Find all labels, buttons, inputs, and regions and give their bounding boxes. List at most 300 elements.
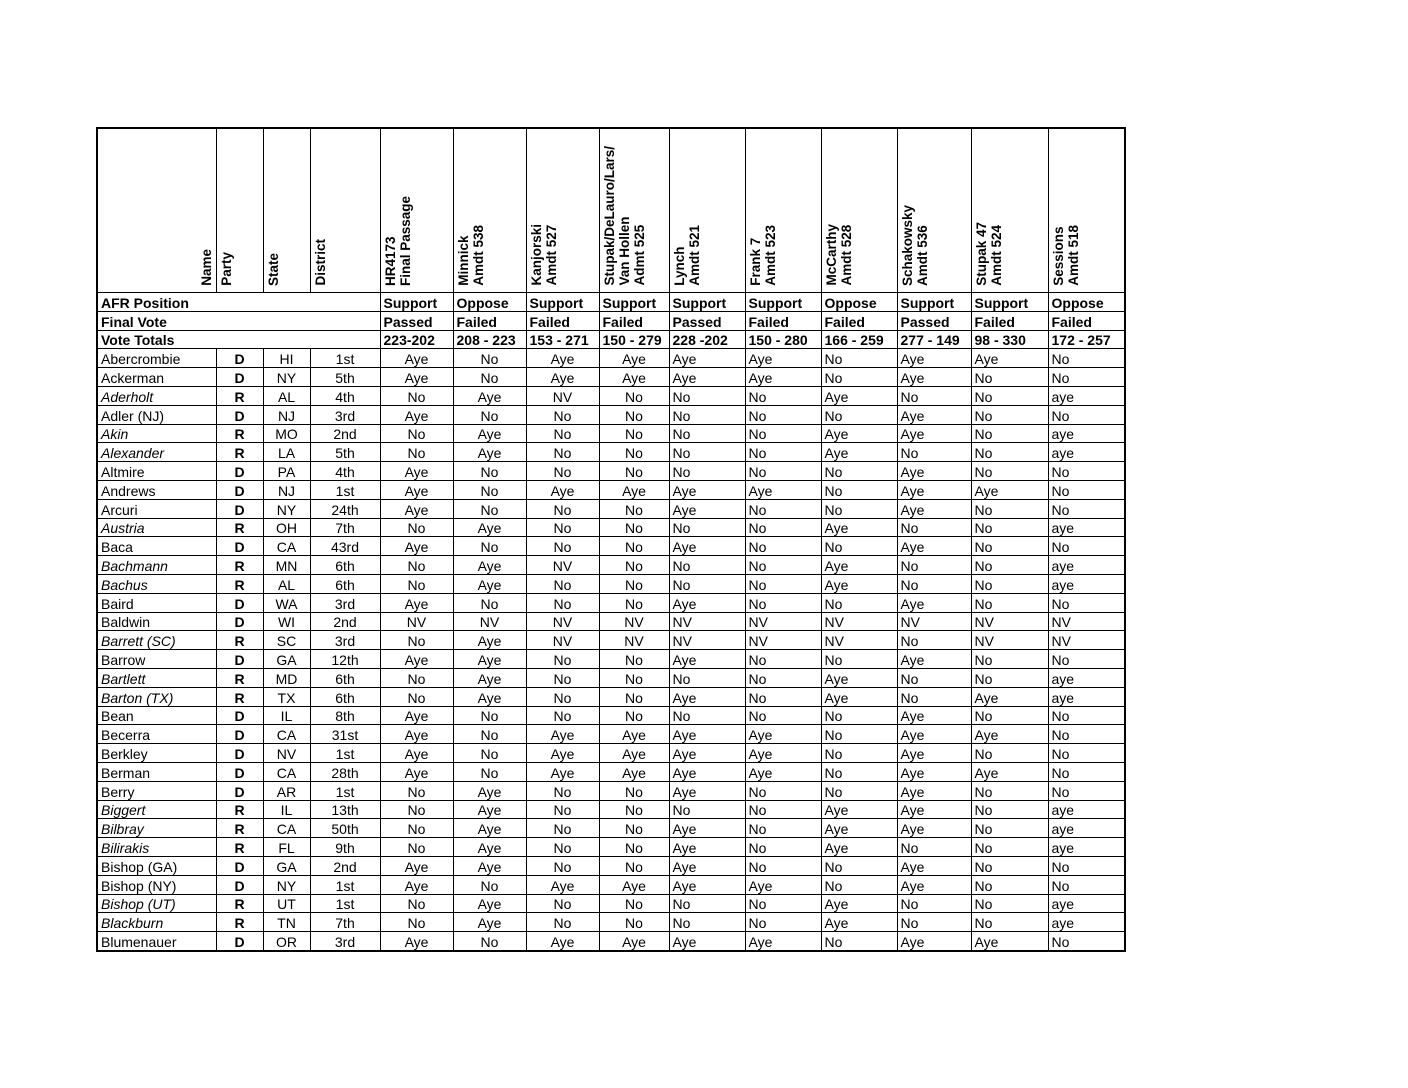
column-header-vote: McCarthy Amdt 528 xyxy=(821,128,897,293)
summary-cell: Oppose xyxy=(1048,293,1125,312)
vote-cell: No xyxy=(971,856,1048,875)
vote-cell: No xyxy=(971,462,1048,481)
vote-cell: Aye xyxy=(821,838,897,857)
vote-cell: Aye xyxy=(669,349,745,368)
vote-cell: NV xyxy=(526,556,599,575)
vote-cell: No xyxy=(821,593,897,612)
state-cell: AR xyxy=(263,781,310,800)
vote-cell: Aye xyxy=(897,744,971,763)
vote-cell: Aye xyxy=(526,932,599,951)
vote-cell: Aye xyxy=(526,762,599,781)
column-header-vote: Schakowsky Amdt 536 xyxy=(897,128,971,293)
vote-cell: No xyxy=(745,462,821,481)
district-cell: 43rd xyxy=(310,537,380,556)
vote-cell: aye xyxy=(1048,800,1125,819)
vote-cell: No xyxy=(821,932,897,951)
party-cell: D xyxy=(216,781,263,800)
vote-cell: No xyxy=(526,800,599,819)
vote-cell: No xyxy=(526,819,599,838)
district-cell: 8th xyxy=(310,706,380,725)
vote-cell: No xyxy=(971,368,1048,387)
vote-cell: Aye xyxy=(380,706,453,725)
vote-cell: No xyxy=(453,932,526,951)
table-row xyxy=(97,556,1125,575)
summary-cell: Failed xyxy=(745,311,821,330)
district-cell: 7th xyxy=(310,518,380,537)
table-row xyxy=(97,762,1125,781)
vote-cell: No xyxy=(599,537,669,556)
vote-cell: Aye xyxy=(380,650,453,669)
member-name: Baca xyxy=(97,537,216,556)
vote-cell: No xyxy=(1048,537,1125,556)
district-cell: 1st xyxy=(310,480,380,499)
party-cell: D xyxy=(216,349,263,368)
district-cell: 6th xyxy=(310,668,380,687)
vote-cell: Aye xyxy=(745,932,821,951)
vote-cell: No xyxy=(745,913,821,932)
vote-cell: Aye xyxy=(380,480,453,499)
vote-cell: Aye xyxy=(380,875,453,894)
vote-cell: No xyxy=(821,762,897,781)
vote-cell: No xyxy=(1048,875,1125,894)
vote-cell: Aye xyxy=(380,349,453,368)
member-name: Becerra xyxy=(97,725,216,744)
table-row xyxy=(97,875,1125,894)
state-cell: CA xyxy=(263,537,310,556)
vote-cell: No xyxy=(380,631,453,650)
party-cell: D xyxy=(216,462,263,481)
district-cell: 12th xyxy=(310,650,380,669)
table-row xyxy=(97,800,1125,819)
vote-cell: No xyxy=(526,687,599,706)
vote-cell: No xyxy=(971,875,1048,894)
district-cell: 13th xyxy=(310,800,380,819)
vote-cell: Aye xyxy=(669,762,745,781)
vote-cell: No xyxy=(453,706,526,725)
party-cell: D xyxy=(216,537,263,556)
vote-cell: Aye xyxy=(380,368,453,387)
vote-cell: aye xyxy=(1048,894,1125,913)
vote-cell: No xyxy=(745,838,821,857)
vote-cell: No xyxy=(599,856,669,875)
summary-cell: Failed xyxy=(453,311,526,330)
summary-cell: Support xyxy=(669,293,745,312)
vote-cell: Aye xyxy=(821,687,897,706)
party-cell: D xyxy=(216,480,263,499)
state-cell: AL xyxy=(263,574,310,593)
vote-cell: No xyxy=(380,838,453,857)
table-row xyxy=(97,838,1125,857)
vote-cell: No xyxy=(1048,725,1125,744)
vote-cell: No xyxy=(453,462,526,481)
state-cell: GA xyxy=(263,856,310,875)
vote-cell: NV xyxy=(526,631,599,650)
member-name: Barrett (SC) xyxy=(97,631,216,650)
summary-cell: 277 - 149 xyxy=(897,330,971,349)
party-cell: R xyxy=(216,386,263,405)
vote-cell: Aye xyxy=(971,687,1048,706)
party-cell: D xyxy=(216,762,263,781)
member-name: Barton (TX) xyxy=(97,687,216,706)
vote-cell: Aye xyxy=(897,405,971,424)
vote-cell: No xyxy=(380,781,453,800)
state-cell: WI xyxy=(263,612,310,631)
party-cell: R xyxy=(216,913,263,932)
member-name: Akin xyxy=(97,424,216,443)
vote-cell: Aye xyxy=(745,480,821,499)
member-name: Arcuri xyxy=(97,499,216,518)
summary-cell: 228 -202 xyxy=(669,330,745,349)
vote-cell: No xyxy=(745,443,821,462)
vote-cell: NV xyxy=(453,612,526,631)
summary-cell: Passed xyxy=(380,311,453,330)
vote-cell: No xyxy=(897,556,971,575)
summary-cell: Support xyxy=(971,293,1048,312)
vote-cell: No xyxy=(1048,462,1125,481)
party-cell: D xyxy=(216,856,263,875)
vote-cell: Aye xyxy=(745,349,821,368)
summary-cell: Failed xyxy=(821,311,897,330)
vote-cell: No xyxy=(453,725,526,744)
vote-cell: No xyxy=(1048,762,1125,781)
vote-cell: Aye xyxy=(599,744,669,763)
state-cell: FL xyxy=(263,838,310,857)
member-name: Austria xyxy=(97,518,216,537)
vote-cell: No xyxy=(380,556,453,575)
vote-cell: No xyxy=(526,781,599,800)
vote-cell: NV xyxy=(599,631,669,650)
party-cell: D xyxy=(216,706,263,725)
header-row xyxy=(97,128,1125,293)
vote-cell: Aye xyxy=(453,687,526,706)
table-row xyxy=(97,687,1125,706)
district-cell: 6th xyxy=(310,687,380,706)
state-cell: NY xyxy=(263,368,310,387)
party-cell: R xyxy=(216,838,263,857)
vote-cell: Aye xyxy=(821,800,897,819)
vote-cell: Aye xyxy=(897,762,971,781)
vote-cell: No xyxy=(380,574,453,593)
vote-cell: Aye xyxy=(821,574,897,593)
party-cell: R xyxy=(216,631,263,650)
member-name: Baldwin xyxy=(97,612,216,631)
vote-cell: Aye xyxy=(453,386,526,405)
district-cell: 1st xyxy=(310,781,380,800)
table-row xyxy=(97,368,1125,387)
state-cell: CA xyxy=(263,819,310,838)
vote-cell: No xyxy=(380,819,453,838)
vote-cell: NV xyxy=(745,612,821,631)
vote-cell: No xyxy=(669,556,745,575)
vote-cell: Aye xyxy=(453,556,526,575)
vote-cell: No xyxy=(1048,480,1125,499)
party-cell: D xyxy=(216,744,263,763)
member-name: Biggert xyxy=(97,800,216,819)
vote-cell: No xyxy=(745,405,821,424)
vote-cell: No xyxy=(745,593,821,612)
state-cell: TX xyxy=(263,687,310,706)
member-name: Andrews xyxy=(97,480,216,499)
vote-cell: Aye xyxy=(453,650,526,669)
member-name: Abercrombie xyxy=(97,349,216,368)
vote-cell: Aye xyxy=(669,856,745,875)
member-name: Bishop (GA) xyxy=(97,856,216,875)
vote-cell: No xyxy=(669,443,745,462)
member-name: Adler (NJ) xyxy=(97,405,216,424)
summary-label: Final Vote xyxy=(97,311,380,330)
member-name: Bartlett xyxy=(97,668,216,687)
vote-cell: No xyxy=(380,913,453,932)
vote-cell: Aye xyxy=(669,744,745,763)
vote-cell: No xyxy=(821,650,897,669)
vote-cell: Aye xyxy=(821,913,897,932)
vote-cell: Aye xyxy=(380,744,453,763)
state-cell: MO xyxy=(263,424,310,443)
vote-cell: No xyxy=(599,424,669,443)
vote-cell: No xyxy=(599,894,669,913)
state-cell: OR xyxy=(263,932,310,951)
column-header-vote: Frank 7 Amdt 523 xyxy=(745,128,821,293)
vote-cell: No xyxy=(745,800,821,819)
vote-cell: No xyxy=(897,894,971,913)
vote-cell: No xyxy=(745,386,821,405)
district-cell: 1st xyxy=(310,349,380,368)
vote-cell: No xyxy=(599,913,669,932)
member-name: Blumenauer xyxy=(97,932,216,951)
vote-cell: No xyxy=(1048,593,1125,612)
summary-cell: 172 - 257 xyxy=(1048,330,1125,349)
district-cell: 4th xyxy=(310,462,380,481)
vote-cell: Aye xyxy=(897,368,971,387)
district-cell: 3rd xyxy=(310,631,380,650)
summary-label: Vote Totals xyxy=(97,330,380,349)
party-cell: D xyxy=(216,405,263,424)
party-cell: R xyxy=(216,819,263,838)
table-row xyxy=(97,480,1125,499)
vote-cell: Aye xyxy=(380,537,453,556)
vote-cell: Aye xyxy=(599,725,669,744)
vote-cell: No xyxy=(971,443,1048,462)
district-cell: 5th xyxy=(310,368,380,387)
vote-cell: Aye xyxy=(453,518,526,537)
vote-cell: Aye xyxy=(669,838,745,857)
column-header-district: District xyxy=(310,128,380,293)
vote-cell: No xyxy=(1048,650,1125,669)
vote-cell: Aye xyxy=(971,932,1048,951)
table-row xyxy=(97,744,1125,763)
vote-cell: Aye xyxy=(526,725,599,744)
district-cell: 1st xyxy=(310,744,380,763)
vote-cell: Aye xyxy=(526,368,599,387)
summary-row xyxy=(97,311,1125,330)
vote-cell: No xyxy=(1048,781,1125,800)
vote-cell: Aye xyxy=(453,668,526,687)
vote-cell: No xyxy=(745,856,821,875)
vote-cell: NV xyxy=(599,612,669,631)
table-row xyxy=(97,574,1125,593)
vote-cell: No xyxy=(599,518,669,537)
vote-cell: Aye xyxy=(380,405,453,424)
vote-cell: No xyxy=(599,499,669,518)
summary-cell: Support xyxy=(526,293,599,312)
vote-cell: No xyxy=(599,574,669,593)
vote-cell: Aye xyxy=(897,480,971,499)
vote-cell: NV xyxy=(669,631,745,650)
district-cell: 3rd xyxy=(310,932,380,951)
vote-cell: No xyxy=(1048,499,1125,518)
vote-cell: aye xyxy=(1048,819,1125,838)
state-cell: NV xyxy=(263,744,310,763)
vote-cell: No xyxy=(599,668,669,687)
vote-cell: No xyxy=(821,462,897,481)
vote-cell: Aye xyxy=(526,480,599,499)
vote-cell: No xyxy=(971,386,1048,405)
column-header-vote: Stupak/DeLauro/Lars/ Van Hollen Admt 525 xyxy=(599,128,669,293)
vote-cell: aye xyxy=(1048,518,1125,537)
vote-cell: Aye xyxy=(971,762,1048,781)
vote-cell: aye xyxy=(1048,913,1125,932)
vote-cell: No xyxy=(669,800,745,819)
member-name: Berry xyxy=(97,781,216,800)
vote-cell: No xyxy=(669,668,745,687)
vote-cell: No xyxy=(453,593,526,612)
district-cell: 24th xyxy=(310,499,380,518)
vote-cell: Aye xyxy=(897,650,971,669)
vote-cell: Aye xyxy=(380,462,453,481)
vote-cell: Aye xyxy=(897,875,971,894)
district-cell: 1st xyxy=(310,894,380,913)
vote-cell: No xyxy=(971,593,1048,612)
vote-cell: No xyxy=(971,781,1048,800)
vote-cell: No xyxy=(453,349,526,368)
vote-cell: No xyxy=(669,894,745,913)
district-cell: 5th xyxy=(310,443,380,462)
vote-cell: Aye xyxy=(453,838,526,857)
vote-cell: No xyxy=(1048,368,1125,387)
vote-cell: No xyxy=(599,556,669,575)
member-name: Bean xyxy=(97,706,216,725)
state-cell: MN xyxy=(263,556,310,575)
vote-cell: Aye xyxy=(599,368,669,387)
vote-cell: Aye xyxy=(526,744,599,763)
vote-cell: Aye xyxy=(453,631,526,650)
vote-cell: No xyxy=(1048,744,1125,763)
vote-cell: No xyxy=(669,518,745,537)
vote-cell: NV xyxy=(971,631,1048,650)
state-cell: NY xyxy=(263,499,310,518)
vote-cell: No xyxy=(971,650,1048,669)
vote-cell: Aye xyxy=(599,349,669,368)
vote-cell: No xyxy=(599,443,669,462)
vote-cell: No xyxy=(897,574,971,593)
state-cell: SC xyxy=(263,631,310,650)
vote-cell: No xyxy=(971,556,1048,575)
vote-cell: Aye xyxy=(897,800,971,819)
member-name: Bishop (NY) xyxy=(97,875,216,894)
summary-cell: 98 - 330 xyxy=(971,330,1048,349)
vote-cell: No xyxy=(1048,349,1125,368)
state-cell: LA xyxy=(263,443,310,462)
summary-label: AFR Position xyxy=(97,293,380,312)
member-name: Bachmann xyxy=(97,556,216,575)
district-cell: 7th xyxy=(310,913,380,932)
district-cell: 9th xyxy=(310,838,380,857)
party-cell: D xyxy=(216,368,263,387)
party-cell: R xyxy=(216,556,263,575)
district-cell: 50th xyxy=(310,819,380,838)
vote-cell: No xyxy=(971,913,1048,932)
district-cell: 2nd xyxy=(310,612,380,631)
table-row xyxy=(97,386,1125,405)
vote-cell: No xyxy=(526,650,599,669)
vote-cell: Aye xyxy=(897,819,971,838)
vote-cell: Aye xyxy=(380,762,453,781)
table-row xyxy=(97,856,1125,875)
party-cell: R xyxy=(216,424,263,443)
vote-cell: No xyxy=(897,913,971,932)
table-row xyxy=(97,349,1125,368)
vote-cell: No xyxy=(971,499,1048,518)
vote-cell: No xyxy=(821,499,897,518)
vote-cell: Aye xyxy=(453,819,526,838)
vote-cell: Aye xyxy=(526,875,599,894)
district-cell: 4th xyxy=(310,386,380,405)
summary-cell: 150 - 280 xyxy=(745,330,821,349)
summary-cell: Failed xyxy=(526,311,599,330)
vote-cell: No xyxy=(745,819,821,838)
member-name: Ackerman xyxy=(97,368,216,387)
vote-cell: aye xyxy=(1048,687,1125,706)
vote-cell: Aye xyxy=(453,856,526,875)
party-cell: D xyxy=(216,932,263,951)
table-row xyxy=(97,781,1125,800)
summary-cell: 208 - 223 xyxy=(453,330,526,349)
vote-cell: Aye xyxy=(599,875,669,894)
column-header-party: Party xyxy=(216,128,263,293)
vote-cell: No xyxy=(821,480,897,499)
vote-cell: Aye xyxy=(897,781,971,800)
vote-cell: NV xyxy=(897,612,971,631)
vote-cell: No xyxy=(599,386,669,405)
table-row xyxy=(97,631,1125,650)
district-cell: 6th xyxy=(310,556,380,575)
vote-cell: Aye xyxy=(453,913,526,932)
district-cell: 31st xyxy=(310,725,380,744)
vote-cell: No xyxy=(599,781,669,800)
party-cell: D xyxy=(216,650,263,669)
vote-cell: No xyxy=(745,687,821,706)
vote-cell: No xyxy=(745,706,821,725)
party-cell: D xyxy=(216,593,263,612)
member-name: Bilbray xyxy=(97,819,216,838)
vote-cell: No xyxy=(380,687,453,706)
summary-cell: Support xyxy=(745,293,821,312)
summary-cell: Support xyxy=(380,293,453,312)
vote-cell: No xyxy=(897,687,971,706)
party-cell: R xyxy=(216,668,263,687)
vote-cell: Aye xyxy=(669,725,745,744)
district-cell: 2nd xyxy=(310,424,380,443)
vote-cell: Aye xyxy=(897,424,971,443)
table-row xyxy=(97,913,1125,932)
state-cell: UT xyxy=(263,894,310,913)
party-cell: R xyxy=(216,574,263,593)
vote-cell: No xyxy=(526,593,599,612)
vote-cell: Aye xyxy=(453,800,526,819)
state-cell: PA xyxy=(263,462,310,481)
vote-cell: No xyxy=(526,574,599,593)
vote-cell: No xyxy=(380,894,453,913)
